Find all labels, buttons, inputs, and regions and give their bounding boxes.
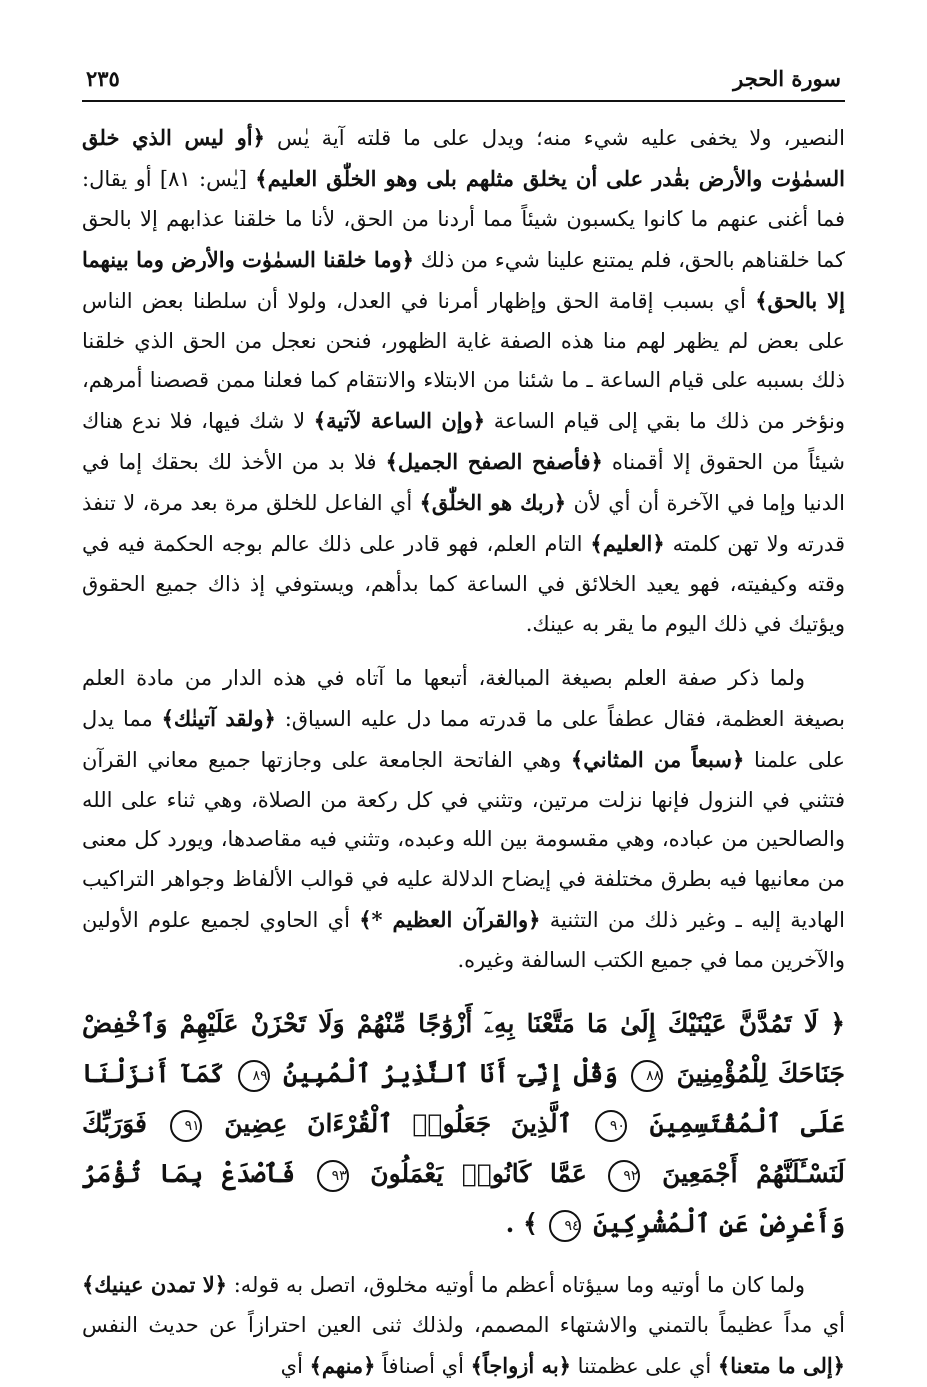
quoted-verse: ﴿وما خلقنا السمٰوٰت والأرض وما بينهما إلا بالحق﴾ (82, 246, 845, 313)
text-run: [يٰس: ٨١] أو يقال: فما أغنى عنهم ما كانوا يكسبون شيئاً مما أردنا من الحق، لأنا ما خلقنا عذابهم إلا بالحق كما خلقناهم بالحق، فلم يمتنع علينا شيء من ذلك (82, 166, 845, 272)
verse-number-marker: ٩٠ (595, 1110, 627, 1142)
surah-title: سورة الحجر (733, 66, 841, 91)
verse-text: عَمَّا كَانُوا۟ يَعْمَلُونَ (370, 1159, 587, 1189)
verse-text: وَقُلْ إِنِّىٓ أَنَا ٱلنَّذِيرُ ٱلْمُبِينُ (283, 1059, 618, 1089)
verse-text: فَوَرَبِّكَ لَنَسْـَٔلَنَّهُمْ أَجْمَعِينَ (82, 1109, 845, 1189)
quran-close-bracket: ﴾ (523, 1209, 538, 1239)
text-run: أي (280, 1353, 310, 1378)
text-run: أي مداً عظيماً بالتمني والاشتهاء المصمم، ولذلك ثنى العين احترازاً عن حديث النفس (82, 1312, 845, 1337)
text-run: وهي الفاتحة الجامعة على وجازتها جميع معاني القرآن فتثني في النزول فإنها نزلت مرتين، وتثني في كل ركعة من الصلاة، وهي ثناء على الله والصالحين من عباده، وهي مقسومة بين الله وعبده، وتثني فيه مقاصدها، ويورد كل معنى من معانيها فيه بطرق مختلفة في إيضاح الدلالة عليه في قوالب الألفاظ وجواهر التراكيب الهادية إليه ـ وغير ذلك من التثنية (82, 747, 846, 933)
verse-number-marker: ٩١ (170, 1110, 202, 1142)
text-run: أي الحاوي لجميع علوم الأولين والآخرين مما في جميع الكتب السالفة وغيره. (82, 908, 845, 973)
verse-number-marker: ٨٩ (238, 1060, 270, 1092)
quoted-verse: ﴿لا تمدن عينيك﴾ (82, 1272, 227, 1298)
page-number: ٢٣٥ (86, 66, 120, 91)
quran-period: . (505, 1209, 515, 1239)
paragraph-1 (82, 118, 845, 645)
quoted-verse: ﴿وإن الساعة لآتية﴾ (313, 408, 486, 434)
text-run: ولما كان ما أوتيه وما سيؤتاه أعظم ما أوتيه مخلوق، اتصل به قوله: (226, 1273, 805, 1298)
verse-number-marker: ٩٣ (317, 1160, 349, 1192)
text-run: ولما ذكر صفة العلم بصيغة المبالغة، أتبعها ما آتاه في هذه الدار من مادة العلم بصيغة العظمة، فقال عطفاً على ما قدرته مما دل عليه السياق: (82, 665, 846, 731)
quoted-verse: ﴿سبعاً من المثاني﴾ (570, 746, 745, 772)
verse-text: فَٱصْدَعْ بِمَا تُؤْمَرُ وَأَعْرِضْ عَنِ ٱلْمُشْرِكِينَ (82, 1159, 845, 1239)
quoted-verse: ﴿أو ليس الذي خلق السمٰوٰت والأرض بقٰدر على أن يخلق مثلهم بلى وهو الخلّٰق العليم﴾ (82, 125, 845, 191)
verse-number-marker: ٩٢ (608, 1160, 640, 1192)
page-header (82, 62, 845, 102)
quran-open-bracket: ﴿ (830, 1009, 845, 1039)
quoted-verse: ﴿ربك هو الخلّٰق﴾ (419, 490, 567, 516)
verse-text: ٱلَّذِينَ جَعَلُوا۟ ٱلْقُرْءَانَ عِضِينَ (224, 1109, 573, 1139)
text-run: النصير، ولا يخفى عليه شيء منه؛ ويدل على ما قلته آية يٰس (264, 126, 845, 150)
verse-text: لَا تَمُدَّنَّ عَيْنَيْكَ إِلَىٰ مَا مَتَّعْنَا بِهِۦٓ أَزْوَٰجًا مِّنْهُمْ وَلَا تَحْزَنْ عَلَيْهِمْ وَٱخْفِضْ جَنَاحَكَ لِلْمُؤْمِنِينَ (82, 1009, 845, 1089)
quoted-verse: ﴿ولقد آتينٰك﴾ (161, 705, 276, 731)
text-run: فلا بد من الأخذ لك بحقك إما في الدنيا وإما في الآخرة أن أي لأن (82, 450, 845, 516)
quoted-verse: ﴿العليم﴾ (590, 531, 665, 557)
verse-number-marker: ٩٤ (549, 1210, 581, 1242)
quoted-verse: ﴿به أزواجاً﴾ (470, 1352, 571, 1378)
text-run: مما يدل على علمنا (82, 706, 845, 772)
verse-text: كَمَآ أَنزَلْنَا عَلَى ٱلْمُقْتَسِمِينَ (82, 1059, 845, 1139)
text-run: لا شك فيها، فلا ندع هناك شيئاً من الحقوق إلا أقمناه (82, 409, 845, 475)
verse-number-marker: ٨٨ (631, 1060, 663, 1092)
quoted-verse: ﴿والقرآن العظيم *﴾ (359, 907, 541, 933)
paragraph-2 (82, 659, 845, 981)
quoted-verse: ﴿فأصفح الصفح الجميل﴾ (385, 449, 603, 475)
text-run: أي أصنافاً (375, 1353, 471, 1378)
commentary-text (82, 118, 845, 1387)
quran-verses (82, 999, 845, 1249)
text-run: أي بسبب إقامة الحق وإظهار أمرنا في العدل، ولولا أن سلطنا بعض الناس على بعض لم يظهر لهم منا هذه الصفة غاية الظهور، فنحن نعجل من الحق الذي خلقنا ذلك بسببه على قيام الساعة ـ ما شئنا من الابتلاء والانتقام كما فعلنا ممن قصصنا أمرهم، ونؤخر من ذلك ما بقي إلى قيام الساعة (82, 288, 845, 434)
verse-list (82, 1009, 845, 1238)
text-run: أي الفاعل للخلق مرة بعد مرة، لا تنفذ قدرته ولا تهن كلمته (82, 491, 845, 557)
quoted-verse: ﴿منهم﴾ (309, 1352, 376, 1378)
text-run: أي على عظمتنا (570, 1353, 718, 1378)
paragraph-3 (82, 1265, 845, 1387)
quoted-verse: ﴿إلى ما متعنا﴾ (717, 1352, 845, 1378)
text-run: التام العلم، فهو قادر على ذلك عالم بوجه الحكمة فيه في وقته وكيفيته، فهو يعيد الخلائق في الساعة كما بدأهم، ويستوفي إذ ذاك جميع الحقوق ويؤتيك في ذلك اليوم ما يقر به عينك. (82, 532, 845, 636)
